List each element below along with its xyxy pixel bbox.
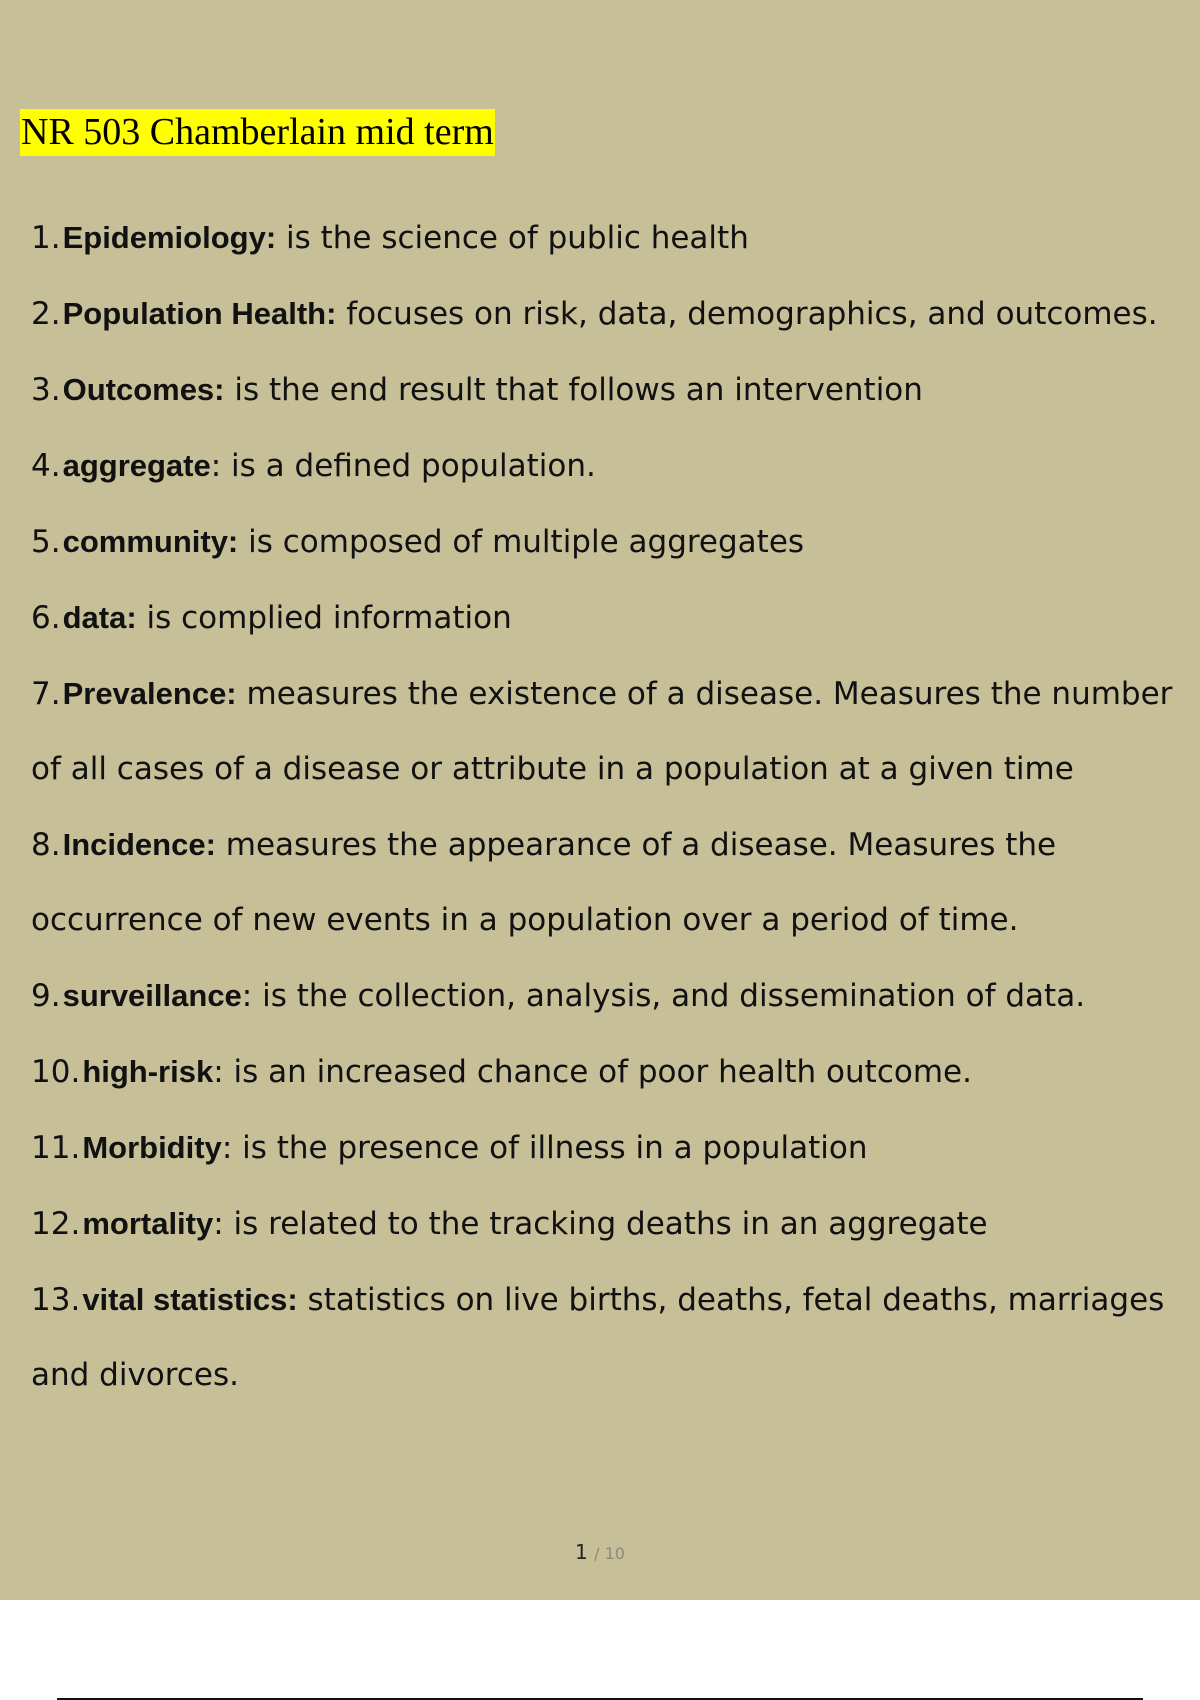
page-indicator [0,1540,1200,1564]
list-item [31,807,1181,958]
term-label: Outcomes: [62,372,225,407]
term-label: Prevalence: [62,676,237,711]
term-label: aggregate [62,448,211,483]
document-title: NR 503 Chamberlain mid term [20,109,495,156]
term-label: vital statistics: [82,1282,298,1317]
term-definition: statistics on live births, deaths, fetal deaths, marriages and divorces. [31,1282,1165,1393]
term-definition: focuses on risk, data, demographics, and outcomes. [336,296,1158,332]
term-definition: is the science of public health [276,220,749,256]
term-definition: : is an increased chance of poor health outcome. [213,1054,972,1090]
term-definition: is complied information [136,600,512,636]
list-item [31,352,1200,428]
term-label: community: [62,524,239,559]
term-label: Morbidity [82,1130,222,1165]
term-definition: : is a defined population. [210,448,596,484]
term-label: Incidence: [62,827,216,862]
list-item [31,200,1200,276]
term-label: data: [62,600,137,635]
item-number: 8. [31,827,61,863]
term-definition: : is the collection, analysis, and dissemination of data. [241,978,1086,1014]
term-definition: measures the existence of a disease. Measures the number of all cases of a disease or attribute in a population at a given time [31,676,1173,787]
item-number: 3. [31,372,61,408]
item-number: 10. [31,1054,81,1090]
item-number: 13. [31,1282,81,1318]
term-definition: is composed of multiple aggregates [238,524,805,560]
list-item [31,1034,1200,1110]
list-item [31,1186,1200,1262]
item-number: 9. [31,978,61,1014]
item-number: 5. [31,524,61,560]
total-pages: / 10 [594,1544,625,1563]
list-item [31,580,1200,656]
item-number: 7. [31,676,61,712]
term-label: Population Health: [62,296,337,331]
item-number: 12. [31,1206,81,1242]
current-page-number: 1 [575,1540,588,1564]
list-item [31,276,1200,352]
item-number: 4. [31,448,61,484]
term-definition: : is related to the tracking deaths in an aggregate [213,1206,988,1242]
list-item [31,656,1181,807]
item-number: 2. [31,296,61,332]
term-label: surveillance [62,978,242,1013]
item-number: 6. [31,600,61,636]
term-definition: : is the presence of illness in a population [221,1130,868,1166]
list-item [31,428,1200,504]
item-number: 11. [31,1130,81,1166]
term-definition: is the end result that follows an intervention [224,372,923,408]
list-item [31,1262,1181,1413]
item-number: 1. [31,220,61,256]
list-item [31,958,1200,1034]
list-item [31,1110,1200,1186]
term-label: mortality [82,1206,214,1241]
list-item [31,504,1200,580]
term-definition: measures the appearance of a disease. Measures the occurrence of new events in a population over a period of time. [31,827,1057,938]
term-label: Epidemiology: [62,220,277,255]
term-label: high-risk [82,1054,214,1089]
term-list [31,200,1200,1413]
